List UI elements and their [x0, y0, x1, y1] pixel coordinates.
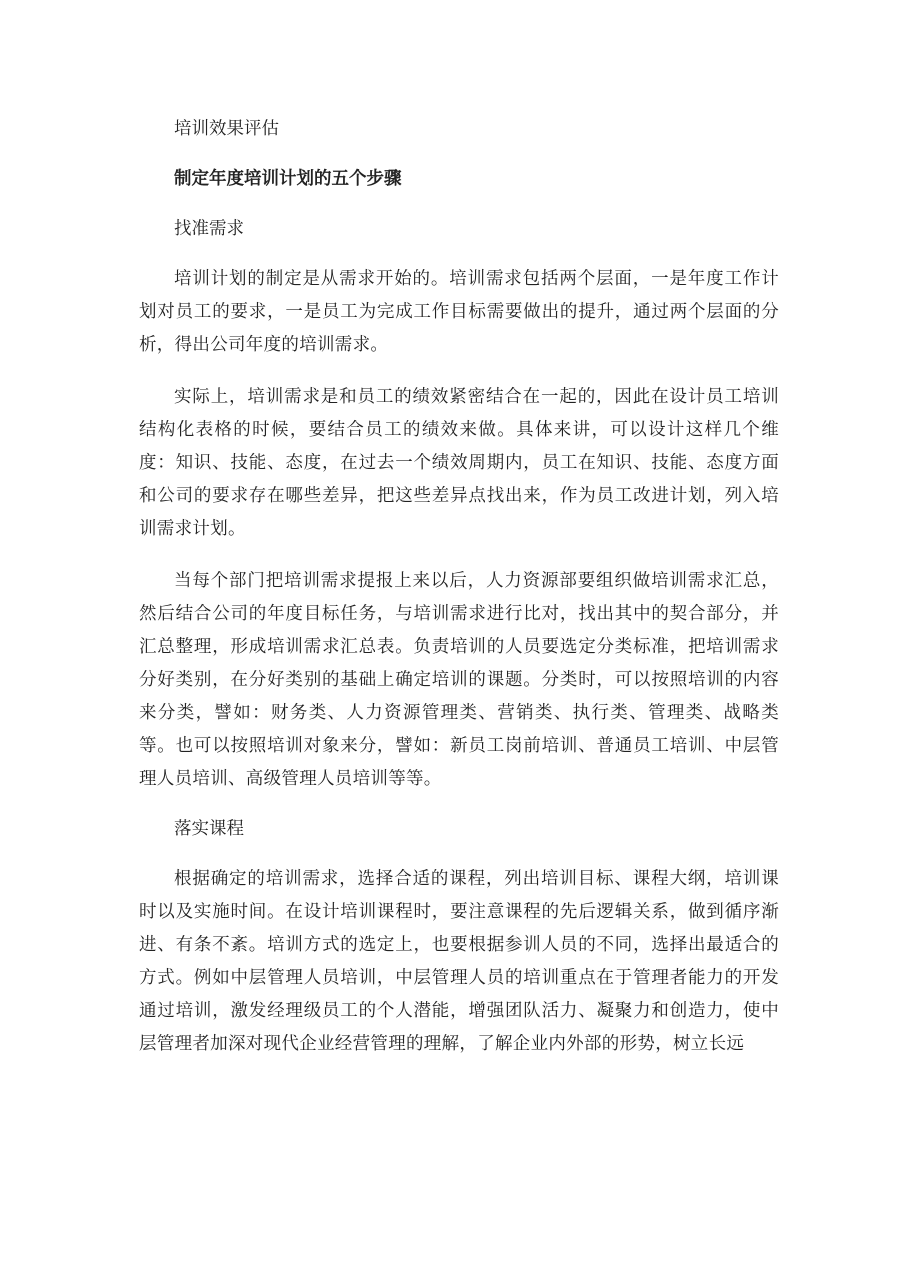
document-page — [139, 113, 779, 1061]
document-title: 制定年度培训计划的五个步骤 — [174, 169, 402, 189]
paragraph-need-2: 实际上，培训需求是和员工的绩效紧密结合在一起的，因此在设计员工培训结构化表格的时候，要结合员工的绩效来做。具体来讲，可以设计这样几个维度：知识、技能、态度，在过去一个绩效周期内，员工在知识、技能、态度方面和公司的要求存在哪些差异，把这些差异点找出来，作为员工改进计划，列入培训需求计划。 — [139, 387, 779, 539]
section-heading-course: 落实课程 — [174, 819, 244, 839]
paragraph-course-1: 根据确定的培训需求，选择合适的课程，列出培训目标、课程大纲，培训课时以及实施时间。在设计培训课程时，要注意课程的先后逻辑关系，做到循序渐进、有条不紊。培训方式的选定上，也要根据参训人员的不同，选择出最适合的方式。例如中层管理人员培训，中层管理人员的培训重点在于管理者能力的开发通过培训，激发经理级员工的个人潜能，增强团队活力、凝聚力和创造力，使中层管理者加深对现代企业经营管理的理解，了解企业内外部的形势，树立长远 — [139, 869, 779, 1054]
paragraph-need-1: 培训计划的制定是从需求开始的。培训需求包括两个层面，一是年度工作计划对员工的要求，一是员工为完成工作目标需要做出的提升，通过两个层面的分析，得出公司年度的培训需求。 — [139, 269, 779, 355]
section-heading-evaluation: 培训效果评估 — [174, 119, 279, 139]
paragraph-need-3: 当每个部门把培训需求提报上来以后，人力资源部要组织做培训需求汇总，然后结合公司的年度目标任务，与培训需求进行比对，找出其中的契合部分，并汇总整理，形成培训需求汇总表。负责培训的人员要选定分类标准，把培训需求分好类别，在分好类别的基础上确定培训的课题。分类时，可以按照培训的内容来分类，譬如：财务类、人力资源管理类、营销类、执行类、管理类、战略类等。也可以按照培训对象来分，譬如：新员工岗前培训、普通员工培训、中层管理人员培训、高级管理人员培训等等。 — [139, 571, 779, 789]
section-heading-need: 找准需求 — [174, 219, 244, 239]
